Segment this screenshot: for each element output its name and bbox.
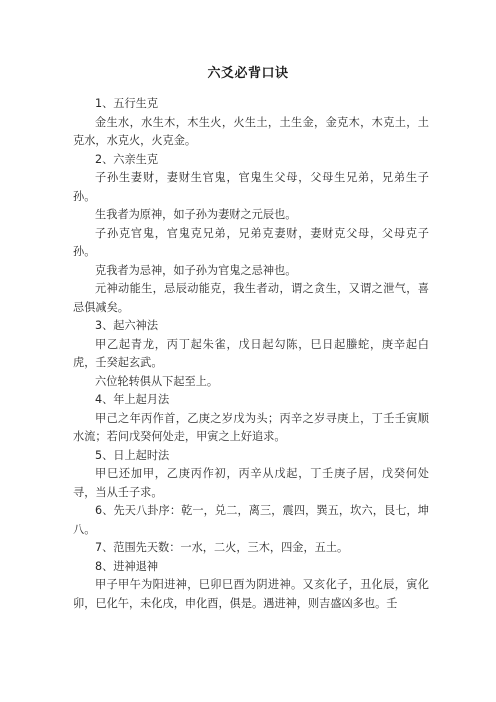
paragraph: 甲巳还加甲，乙庚丙作初，丙辛从戊起，丁壬庚子居，戊癸何处寻，当从壬子求。 [73,467,429,499]
paragraph: 生我者为原神，如子孙为妻财之元辰也。 [95,208,297,221]
section-heading: 5、日上起时法 [95,448,170,462]
paragraph: 元神动能生，忌辰动能克，我生者动，谓之贪生，又谓之泄气，喜忌俱减矣。 [73,282,429,314]
paragraph: 子孙生妻财，妻财生官鬼，官鬼生父母，父母生兄弟，兄弟生子孙。 [73,171,429,203]
paragraph: 甲子甲午为阳进神，巳卯巳酉为阴进神。又亥化子，丑化辰，寅化卯，巳化午，未化戌，申化酉，俱是。遇进神，则吉盛凶多也。壬 [73,578,429,610]
paragraph: 克我者为忌神，如子孙为官鬼之忌神也。 [95,263,297,277]
section-heading: 8、进神退神 [95,559,159,573]
paragraph: 六位轮转俱从下起至上。 [95,374,219,388]
document-body [73,95,429,613]
paragraph: 甲乙起青龙，丙丁起朱雀，戊日起勾陈，巳日起螣蛇，庚辛起白虎，壬癸起玄武。 [73,337,429,369]
section-heading: 4、年上起月法 [95,393,170,406]
section-heading: 6、先天八卦序：乾一，兑二，离三，震四，巽五，坎六，艮七，坤八。 [73,504,429,536]
section-heading: 1、五行生克 [95,97,159,110]
section-heading: 2、六亲生克 [95,152,159,166]
section-heading: 7、范围先天数：一水，二火，三木，四金，五土。 [95,541,349,554]
paragraph: 金生水，水生木，木生火，火生土，土生金，金克木，木克土，土克水，水克火，火克金。 [73,115,429,147]
section-heading: 3、起六神法 [95,319,159,332]
paragraph: 子孙克官鬼，官鬼克兄弟，兄弟克妻财，妻财克父母，父母克子孙。 [73,226,429,258]
paragraph: 甲己之年丙作首，乙庚之岁戊为头；丙辛之岁寻庚上，丁壬壬寅顺水流；若问戊癸何处走，甲寅之上好追求。 [73,411,429,443]
page-title: 六爻必背口诀 [207,66,289,81]
